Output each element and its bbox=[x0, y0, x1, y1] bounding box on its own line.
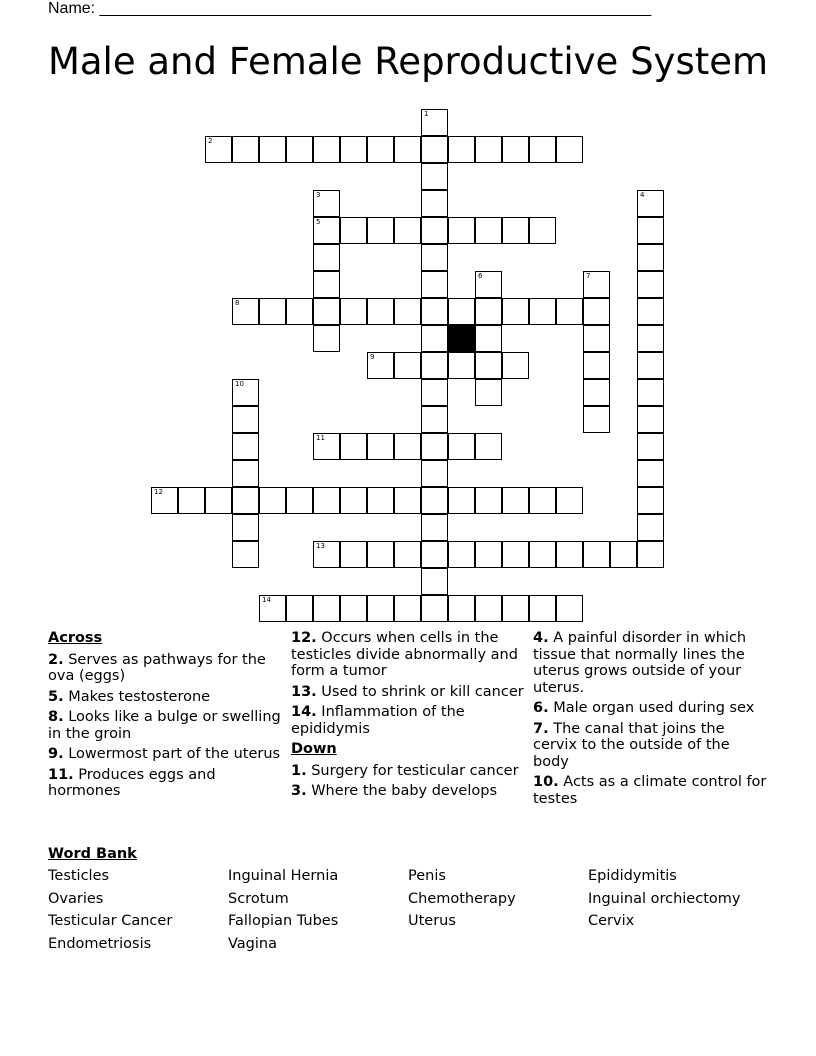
grid-cell[interactable] bbox=[367, 136, 394, 163]
clue-text: The canal that joins the cervix to the outside of the body bbox=[533, 720, 730, 770]
clue-number-label: 2. bbox=[48, 651, 64, 668]
grid-cell[interactable] bbox=[313, 244, 340, 271]
grid-cell[interactable] bbox=[394, 487, 421, 514]
clue-number: 10 bbox=[235, 380, 244, 388]
grid-cell[interactable] bbox=[340, 541, 367, 568]
grid-cell[interactable] bbox=[475, 298, 502, 325]
clue-number-label: 8. bbox=[48, 709, 64, 725]
clue-item bbox=[291, 763, 527, 780]
grid-cell[interactable] bbox=[556, 298, 583, 325]
grid-cell[interactable] bbox=[556, 487, 583, 514]
word-bank-item: Epididymitis bbox=[588, 868, 677, 884]
clue-text: Used to shrink or kill cancer bbox=[316, 683, 524, 700]
grid-cell[interactable] bbox=[529, 136, 556, 163]
grid-cell[interactable] bbox=[421, 514, 448, 541]
grid-cell[interactable] bbox=[475, 541, 502, 568]
grid-cell[interactable] bbox=[637, 406, 664, 433]
grid-cell[interactable] bbox=[232, 541, 259, 568]
grid-cell[interactable] bbox=[556, 541, 583, 568]
word-bank-item: Endometriosis bbox=[48, 936, 152, 953]
grid-cell[interactable] bbox=[637, 460, 664, 487]
clue-number-label: 6. bbox=[533, 700, 549, 716]
clues-column-2 bbox=[291, 630, 527, 804]
grid-cell[interactable] bbox=[421, 136, 448, 163]
grid-cell[interactable] bbox=[583, 379, 610, 406]
grid-cell[interactable] bbox=[529, 298, 556, 325]
grid-cell[interactable] bbox=[637, 487, 664, 514]
clue-item bbox=[291, 630, 527, 680]
clue-number-label: 11. bbox=[48, 766, 74, 783]
name-field[interactable]: Name: ______________________________________________________________ bbox=[48, 0, 652, 17]
grid-cell[interactable] bbox=[394, 541, 421, 568]
grid-cell[interactable] bbox=[502, 217, 529, 244]
grid-cell[interactable] bbox=[340, 487, 367, 514]
grid-cell[interactable] bbox=[421, 460, 448, 487]
clue-number: 12 bbox=[154, 488, 163, 496]
grid-cell[interactable] bbox=[394, 352, 421, 379]
clue-number: 4 bbox=[640, 191, 645, 199]
clues-column-1 bbox=[48, 630, 284, 804]
grid-cell[interactable] bbox=[259, 487, 286, 514]
clue-item bbox=[291, 704, 527, 737]
grid-cell[interactable] bbox=[313, 298, 340, 325]
clue-text: Surgery for testicular cancer bbox=[306, 762, 519, 779]
black-square bbox=[448, 325, 475, 352]
grid-cell[interactable] bbox=[367, 217, 394, 244]
grid-cell[interactable] bbox=[394, 433, 421, 460]
clue-number: 11 bbox=[316, 434, 325, 442]
grid-cell[interactable] bbox=[502, 541, 529, 568]
clue-number-label: 9. bbox=[48, 746, 64, 762]
clue-item bbox=[533, 721, 769, 771]
grid-cell[interactable] bbox=[205, 136, 232, 163]
clue-number-label: 3. bbox=[291, 783, 307, 799]
word-bank-item: Chemotherapy bbox=[408, 890, 516, 907]
clue-item bbox=[48, 709, 284, 742]
clue-text: Makes testosterone bbox=[63, 688, 211, 705]
clue-item bbox=[291, 783, 527, 800]
grid-cell[interactable] bbox=[637, 244, 664, 271]
grid-cell[interactable] bbox=[151, 487, 178, 514]
grid-cell[interactable] bbox=[313, 487, 340, 514]
clue-text: Inflammation of the epididymis bbox=[291, 704, 465, 737]
grid-cell[interactable] bbox=[475, 217, 502, 244]
grid-cell[interactable] bbox=[421, 541, 448, 568]
grid-cell[interactable] bbox=[421, 325, 448, 352]
grid-cell[interactable] bbox=[502, 136, 529, 163]
grid-cell[interactable] bbox=[421, 271, 448, 298]
grid-cell[interactable] bbox=[529, 541, 556, 568]
grid-cell[interactable] bbox=[259, 298, 286, 325]
grid-cell[interactable] bbox=[502, 352, 529, 379]
grid-cell[interactable] bbox=[367, 541, 394, 568]
grid-cell[interactable] bbox=[367, 433, 394, 460]
grid-cell[interactable] bbox=[421, 352, 448, 379]
grid-cell[interactable] bbox=[583, 271, 610, 298]
clue-item bbox=[48, 652, 284, 685]
grid-cell[interactable] bbox=[232, 433, 259, 460]
grid-cell[interactable] bbox=[232, 406, 259, 433]
grid-cell[interactable] bbox=[313, 136, 340, 163]
grid-cell[interactable] bbox=[340, 595, 367, 622]
clue-number-label: 1. bbox=[291, 762, 307, 779]
grid-cell[interactable] bbox=[637, 541, 664, 568]
grid-cell[interactable] bbox=[637, 514, 664, 541]
grid-cell[interactable] bbox=[232, 379, 259, 406]
grid-cell[interactable] bbox=[178, 487, 205, 514]
grid-cell[interactable] bbox=[448, 541, 475, 568]
grid-cell[interactable] bbox=[529, 595, 556, 622]
clues-column-3 bbox=[533, 630, 769, 811]
grid-cell[interactable] bbox=[448, 433, 475, 460]
grid-cell[interactable] bbox=[259, 136, 286, 163]
grid-cell[interactable] bbox=[205, 487, 232, 514]
grid-cell[interactable] bbox=[637, 325, 664, 352]
grid-cell[interactable] bbox=[475, 352, 502, 379]
grid-cell[interactable] bbox=[232, 487, 259, 514]
grid-cell[interactable] bbox=[313, 271, 340, 298]
grid-cell[interactable] bbox=[502, 487, 529, 514]
grid-cell[interactable] bbox=[394, 595, 421, 622]
grid-cell[interactable] bbox=[367, 298, 394, 325]
word-bank-item: Vagina bbox=[228, 936, 277, 953]
grid-cell[interactable] bbox=[232, 298, 259, 325]
grid-cell[interactable] bbox=[421, 163, 448, 190]
clue-number: 7 bbox=[586, 272, 591, 280]
clue-number-label: 13. bbox=[291, 683, 317, 700]
grid-cell[interactable] bbox=[340, 433, 367, 460]
grid-cell[interactable] bbox=[475, 325, 502, 352]
grid-cell[interactable] bbox=[583, 352, 610, 379]
clue-text: Acts as a climate control for testes bbox=[533, 774, 767, 807]
grid-cell[interactable] bbox=[313, 595, 340, 622]
grid-cell[interactable] bbox=[286, 487, 313, 514]
word-bank-item: Ovaries bbox=[48, 890, 104, 907]
grid-cell[interactable] bbox=[421, 244, 448, 271]
clue-item bbox=[291, 684, 527, 701]
grid-cell[interactable] bbox=[448, 352, 475, 379]
grid-cell[interactable] bbox=[367, 595, 394, 622]
grid-cell[interactable] bbox=[448, 595, 475, 622]
clue-number: 1 bbox=[424, 110, 429, 118]
grid-cell[interactable] bbox=[394, 217, 421, 244]
grid-cell[interactable] bbox=[556, 136, 583, 163]
grid-cell[interactable] bbox=[286, 595, 313, 622]
clue-text: Serves as pathways for the ova (eggs) bbox=[48, 651, 266, 684]
grid-cell[interactable] bbox=[313, 217, 340, 244]
clue-item bbox=[48, 689, 284, 706]
clue-number-label: 10. bbox=[533, 774, 559, 790]
grid-cell[interactable] bbox=[421, 298, 448, 325]
grid-cell[interactable] bbox=[583, 325, 610, 352]
grid-cell[interactable] bbox=[637, 352, 664, 379]
grid-cell[interactable] bbox=[637, 271, 664, 298]
clue-text: Male organ used during sex bbox=[548, 700, 755, 716]
clue-text: Produces eggs and hormones bbox=[48, 766, 216, 799]
clue-number: 2 bbox=[208, 137, 213, 145]
grid-cell[interactable] bbox=[421, 568, 448, 595]
grid-cell[interactable] bbox=[367, 487, 394, 514]
grid-cell[interactable] bbox=[340, 136, 367, 163]
grid-cell[interactable] bbox=[421, 487, 448, 514]
grid-cell[interactable] bbox=[637, 379, 664, 406]
clue-number: 9 bbox=[370, 353, 375, 361]
grid-cell[interactable] bbox=[421, 217, 448, 244]
clue-number: 5 bbox=[316, 218, 321, 226]
clue-number-label: 12. bbox=[291, 630, 317, 646]
clue-heading-down: Down bbox=[291, 741, 337, 757]
grid-cell[interactable] bbox=[340, 217, 367, 244]
clue-text: A painful disorder in which tissue that normally lines the uterus grows outside of your uterus. bbox=[533, 630, 747, 696]
grid-cell[interactable] bbox=[529, 217, 556, 244]
clue-item bbox=[533, 774, 769, 807]
grid-cell[interactable] bbox=[259, 595, 286, 622]
word-bank-item: Cervix bbox=[588, 913, 635, 930]
word-bank-item: Scrotum bbox=[228, 890, 289, 907]
grid-cell[interactable] bbox=[421, 433, 448, 460]
grid-cell[interactable] bbox=[232, 460, 259, 487]
grid-cell[interactable] bbox=[448, 136, 475, 163]
grid-cell[interactable] bbox=[313, 325, 340, 352]
grid-cell[interactable] bbox=[637, 217, 664, 244]
clue-text: Where the baby develops bbox=[306, 783, 498, 799]
clue-number: 14 bbox=[262, 596, 271, 604]
clue-item bbox=[533, 630, 769, 696]
grid-cell[interactable] bbox=[502, 595, 529, 622]
word-bank-item: Testicles bbox=[48, 868, 110, 884]
grid-cell[interactable] bbox=[421, 595, 448, 622]
grid-cell[interactable] bbox=[637, 433, 664, 460]
grid-cell[interactable] bbox=[475, 271, 502, 298]
word-bank-item: Uterus bbox=[408, 913, 456, 930]
grid-cell[interactable] bbox=[448, 217, 475, 244]
grid-cell[interactable] bbox=[502, 298, 529, 325]
grid-cell[interactable] bbox=[232, 136, 259, 163]
grid-cell[interactable] bbox=[583, 298, 610, 325]
grid-cell[interactable] bbox=[340, 298, 367, 325]
clue-item bbox=[48, 767, 284, 800]
clue-number: 6 bbox=[478, 272, 483, 280]
grid-cell[interactable] bbox=[475, 433, 502, 460]
word-bank-item: Inguinal Hernia bbox=[228, 868, 339, 884]
clue-number-label: 7. bbox=[533, 720, 549, 737]
grid-cell[interactable] bbox=[286, 298, 313, 325]
grid-cell[interactable] bbox=[610, 541, 637, 568]
clue-number: 13 bbox=[316, 542, 325, 550]
grid-cell[interactable] bbox=[313, 433, 340, 460]
grid-cell[interactable] bbox=[232, 514, 259, 541]
page-title: Male and Female Reproductive System bbox=[47, 40, 769, 83]
grid-cell[interactable] bbox=[313, 190, 340, 217]
word-bank-item: Fallopian Tubes bbox=[228, 913, 339, 930]
grid-cell[interactable] bbox=[421, 190, 448, 217]
grid-cell[interactable] bbox=[475, 379, 502, 406]
grid-cell[interactable] bbox=[583, 541, 610, 568]
word-bank-item: Penis bbox=[408, 868, 446, 884]
grid-cell[interactable] bbox=[475, 487, 502, 514]
word-bank-item: Inguinal orchiectomy bbox=[588, 890, 741, 907]
clue-text: Lowermost part of the uterus bbox=[63, 746, 281, 762]
grid-cell[interactable] bbox=[313, 541, 340, 568]
grid-cell[interactable] bbox=[367, 352, 394, 379]
clue-text: Occurs when cells in the testicles divide abnormally and form a tumor bbox=[291, 630, 518, 679]
word-bank-title: Word Bank bbox=[48, 846, 137, 862]
grid-cell[interactable] bbox=[475, 136, 502, 163]
clue-number: 3 bbox=[316, 191, 321, 199]
grid-cell[interactable] bbox=[637, 190, 664, 217]
grid-cell[interactable] bbox=[286, 136, 313, 163]
clue-heading-across: Across bbox=[48, 630, 103, 646]
grid-cell[interactable] bbox=[583, 406, 610, 433]
clue-item bbox=[533, 700, 769, 717]
clue-number: 8 bbox=[235, 299, 240, 307]
grid-cell[interactable] bbox=[421, 109, 448, 136]
clue-item bbox=[48, 746, 284, 763]
clue-number-label: 5. bbox=[48, 688, 64, 705]
clue-number-label: 14. bbox=[291, 704, 317, 720]
word-bank-item: Testicular Cancer bbox=[48, 913, 173, 930]
clue-text: Looks like a bulge or swelling in the groin bbox=[48, 709, 281, 742]
grid-cell[interactable] bbox=[556, 595, 583, 622]
grid-cell[interactable] bbox=[394, 136, 421, 163]
grid-cell[interactable] bbox=[637, 298, 664, 325]
grid-cell[interactable] bbox=[448, 487, 475, 514]
clue-number-label: 4. bbox=[533, 630, 549, 646]
grid-cell[interactable] bbox=[421, 406, 448, 433]
grid-cell[interactable] bbox=[448, 298, 475, 325]
grid-cell[interactable] bbox=[394, 298, 421, 325]
grid-cell[interactable] bbox=[421, 379, 448, 406]
grid-cell[interactable] bbox=[475, 595, 502, 622]
grid-cell[interactable] bbox=[529, 487, 556, 514]
